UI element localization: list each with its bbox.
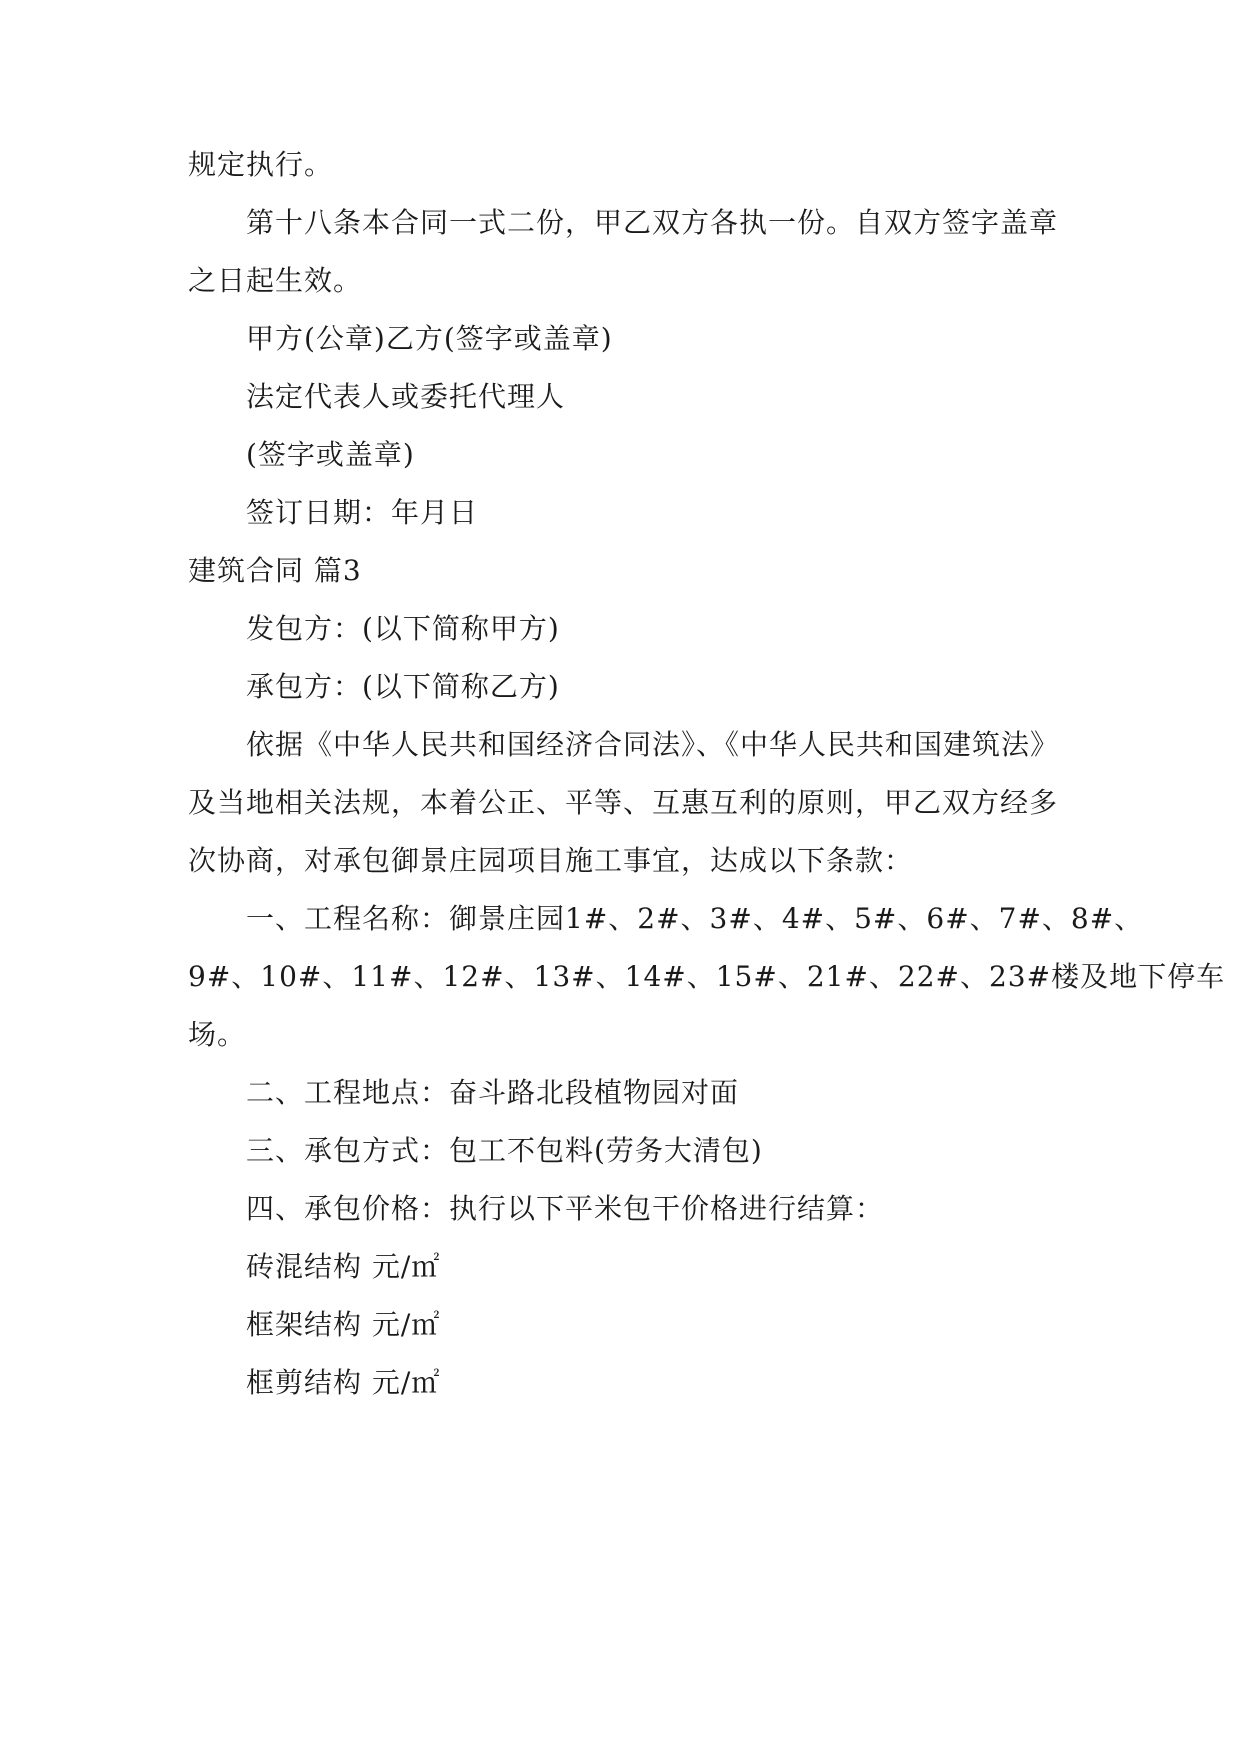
section-heading: 建筑合同 篇3 bbox=[188, 554, 362, 587]
paragraph-line: 四、承包价格：执行以下平米包干价格进行结算： bbox=[246, 1192, 885, 1225]
paragraph-line: 法定代表人或委托代理人 bbox=[246, 380, 566, 413]
paragraph-line: 次协商，对承包御景庄园项目施工事宜，达成以下条款： bbox=[188, 844, 914, 877]
paragraph-line: 框剪结构 元/㎡ bbox=[246, 1366, 441, 1399]
paragraph-line: 规定执行。 bbox=[188, 148, 334, 181]
paragraph-line: 甲方(公章)乙方(签字或盖章) bbox=[246, 322, 613, 355]
paragraph-line: 三、承包方式：包工不包料(劳务大清包) bbox=[246, 1134, 763, 1167]
paragraph-line: 及当地相关法规，本着公正、平等、互惠互利的原则，甲乙双方经多 bbox=[188, 786, 1059, 819]
paragraph-line: 砖混结构 元/㎡ bbox=[246, 1250, 441, 1283]
paragraph-line: 9#、10#、11#、12#、13#、14#、15#、21#、22#、23#楼及地下停车 bbox=[188, 960, 1226, 993]
paragraph-line: 之日起生效。 bbox=[188, 264, 363, 297]
paragraph-line: 场。 bbox=[188, 1018, 247, 1051]
paragraph-line: 一、工程名称：御景庄园1#、2#、3#、4#、5#、6#、7#、8#、 bbox=[246, 902, 1144, 935]
paragraph-line: 承包方：(以下简称乙方) bbox=[246, 670, 560, 703]
paragraph-line: 框架结构 元/㎡ bbox=[246, 1308, 441, 1341]
paragraph-line: 签订日期：年月日 bbox=[246, 496, 479, 529]
paragraph-line: 第十八条本合同一式二份，甲乙双方各执一份。自双方签字盖章 bbox=[246, 206, 1059, 239]
paragraph-line: 发包方：(以下简称甲方) bbox=[246, 612, 560, 645]
paragraph-line: (签字或盖章) bbox=[246, 438, 415, 471]
paragraph-line: 二、工程地点：奋斗路北段植物园对面 bbox=[246, 1076, 740, 1109]
paragraph-line: 依据《中华人民共和国经济合同法》、《中华人民共和国建筑法》 bbox=[246, 728, 1060, 761]
